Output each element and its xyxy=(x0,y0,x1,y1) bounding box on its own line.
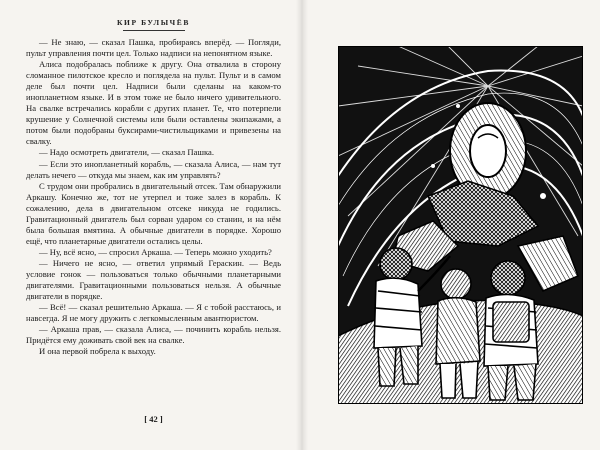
left-page xyxy=(26,18,281,438)
paragraph: С трудом они пробрались в двигательный отсек. Там обнаружили Аркашу. Конечно же, тот не утерпел и тоже залез в корабль. К сожалению, дела в двигательном отсеке никуда не годились. Гравитационный двигатель был сорван ударом со станин, и на нём была большая вмятина. А обычные двигатели в порядке. Хорошо ещё, что планетарные двигатели остались целы. xyxy=(26,180,281,246)
book-gutter xyxy=(296,0,308,450)
running-head-rule xyxy=(123,30,185,31)
paragraph: — Ничего не ясно, — ответил упрямый Гераскин. — Ведь условие гонок — пользоваться только обычными планетарными двигателями. Гравитационными пользоваться нельзя. А обычные двигатели в порядке. xyxy=(26,257,281,302)
ink-illustration-children-in-spaceship-icon xyxy=(338,46,583,404)
right-page xyxy=(318,0,600,450)
paragraph: — Ну, всё ясно, — спросил Аркаша. — Теперь можно уходить? xyxy=(39,246,272,257)
body-text xyxy=(26,37,281,357)
paragraph: — Аркаша прав, — сказала Алиса, — починить корабль нельзя. Придётся ему доживать свой век на свалке. xyxy=(26,324,281,346)
paragraph: И она первой побрела к выходу. xyxy=(39,346,156,357)
paragraph: — Не знаю, — сказал Пашка, пробираясь вперёд. — Погляди, пульт управления почти цел. Только надписи на непонятном языке. xyxy=(26,37,281,59)
running-head: КИР БУЛЫЧЁВ xyxy=(116,18,190,27)
paragraph: — Надо осмотреть двигатели, — сказал Пашка. xyxy=(39,147,215,158)
page-number: [ 42 ] xyxy=(144,414,163,424)
paragraph: — Если это инопланетный корабль, — сказала Алиса, — нам тут делать нечего — откуда мы знаем, как им управлять? xyxy=(26,158,281,180)
paragraph: Алиса подобралась поближе к другу. Она отвалила в сторону сломанное пилотское кресло и поглядела на пульт. Пульт и в самом деле был почти цел. Надписи были сделаны на каком-то инопланетном языке. И в этом тоже не было ничего удивительного. На свалке встречались корабли с других планет. Те, что потерпели крушение у Солнечной системы или были оставлены экипажами, а потом были подобраны буксирами-чистильщиками и привезены на свалку. xyxy=(26,59,281,147)
paragraph: — Всё! — сказал решительно Аркаша. — Я с тобой расстаюсь, и навсегда. Я не могу дружить с легкомысленным авантюристом. xyxy=(26,302,281,324)
